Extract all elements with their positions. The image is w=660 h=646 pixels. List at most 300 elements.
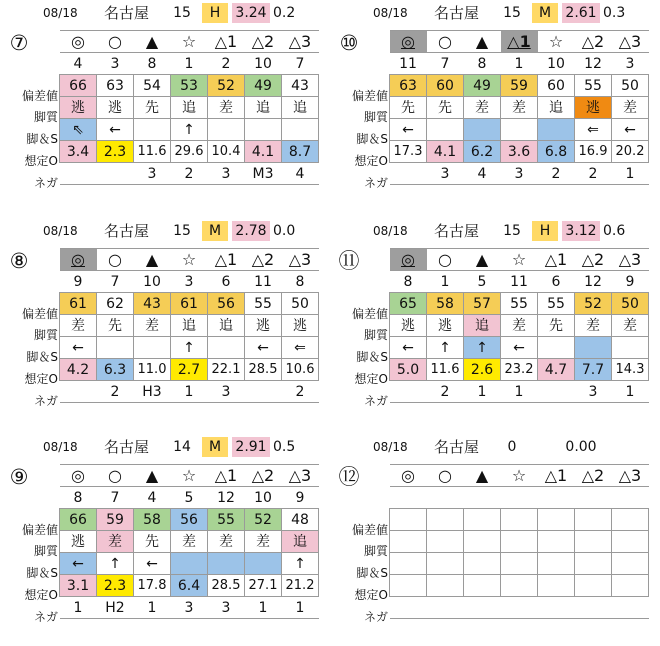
running-style-cell: 差 [464,97,501,119]
leg-speed-cell: ↑ [171,337,208,359]
mark-cell: ○ [427,465,464,487]
row-label: 脚質 [33,328,58,342]
negative-cell: H3 [134,381,171,403]
mark-cell: △1 [538,249,575,271]
running-style-cell: 差 [245,531,282,553]
mark-cell: ☆ [171,249,208,271]
mark-cell: △1 [501,31,538,53]
mark-cell: △2 [575,249,612,271]
race-number: ⑨ [9,465,29,489]
negative-cell: 2 [171,163,208,185]
track-condition-badge: M [202,221,228,241]
horse-number-cell: 9 [60,271,97,293]
expected-odds-cell: 2.7 [171,359,208,381]
race-panel [0,0,330,212]
horse-number-cell: 1 [501,53,538,75]
leg-speed-cell: ← [390,119,427,141]
running-style-cell: 先 [97,315,134,337]
deviation-cell [390,509,427,531]
row-label: 脚＆S [26,566,58,580]
nega-row [60,163,319,185]
nega-row [390,381,649,403]
running-style-cell: 差 [134,315,171,337]
row-label: 脚＆S [356,566,388,580]
deviation-cell: 50 [612,75,649,97]
row-label: 想定O [24,588,58,602]
deviation-cell [575,509,612,531]
negative-cell [538,381,575,403]
deviation-cell: 49 [464,75,501,97]
leg-speed-cell [245,553,282,575]
race-header [0,0,330,24]
horse-number-cell: 10 [245,53,282,75]
expected-odds-cell: 5.0 [390,359,427,381]
expected-odds-cell: 11.0 [134,359,171,381]
mark-cell: ○ [427,249,464,271]
horse-number-cell: 12 [575,53,612,75]
row-label: ネガ [33,176,58,190]
deviation-cell [612,509,649,531]
deviation-cell: 52 [575,293,612,315]
index-value-badge: 3.24 [232,3,270,23]
horse-number-cell: 8 [282,271,319,293]
leg-speed-cell [501,553,538,575]
deviation-cell: 62 [97,293,134,315]
horse-number-cell [464,487,501,509]
leg-speed-cell [427,119,464,141]
leg-row [60,553,319,575]
horse-number-cell: 2 [208,53,245,75]
horse-number-cell: 9 [282,487,319,509]
leg-speed-cell [208,553,245,575]
race-venue: 名古屋 [434,438,480,456]
nega-row [60,381,319,403]
expected-odds-cell: 10.6 [282,359,319,381]
mark-cell: △3 [282,249,319,271]
expected-odds-cell: 20.2 [612,141,649,163]
deviation-cell: 56 [171,509,208,531]
running-style-cell: 逃 [427,315,464,337]
expected-odds-cell: 27.1 [245,575,282,597]
running-style-cell: 差 [612,315,649,337]
row-label: 偏差値 [351,89,388,103]
deviation-cell: 57 [464,293,501,315]
leg-speed-cell [134,337,171,359]
negative-cell: 1 [612,163,649,185]
negative-cell: 3 [171,597,208,619]
horse-number-cell [501,487,538,509]
expected-odds-cell: 4.1 [245,141,282,163]
mark-cell: ☆ [501,465,538,487]
running-style-cell: 先 [427,97,464,119]
track-condition-badge: H [532,221,558,241]
race-header [330,0,660,24]
expected-odds-cell: 23.2 [501,359,538,381]
running-style-cell: 差 [208,97,245,119]
expected-odds-cell: 6.3 [97,359,134,381]
row-label: 脚質 [33,110,58,124]
leg-speed-cell [427,553,464,575]
row-label: 脚質 [363,110,388,124]
row-label: 脚＆S [26,132,58,146]
deviation-cell: 50 [612,293,649,315]
race-date: 08/18 [43,440,78,454]
leg-speed-cell: ⇐ [575,119,612,141]
expected-odds-cell: 4.7 [538,359,575,381]
mark-cell: ◎ [60,249,97,271]
prediction-grid [389,30,649,185]
nega-row [390,163,649,185]
horse-number-cell: 4 [134,487,171,509]
negative-cell: M3 [245,163,282,185]
deviation-cell: 56 [208,293,245,315]
running-style-cell [575,531,612,553]
runner-count: 15 [503,223,521,239]
style-row [390,97,649,119]
deviation-cell: 59 [97,509,134,531]
running-style-cell: 先 [390,97,427,119]
deviation-cell: 59 [501,75,538,97]
deviation-cell: 43 [282,75,319,97]
deviation-cell: 55 [245,293,282,315]
prediction-grid [59,30,319,185]
leg-row [390,337,649,359]
expected-odds-cell [464,575,501,597]
mark-cell: △2 [245,31,282,53]
track-condition-badge: M [202,437,228,457]
expected-odds-cell: 11.6 [427,359,464,381]
horses-row [60,487,319,509]
leg-speed-cell: ↑ [282,553,319,575]
expected-odds-cell [538,575,575,597]
expected-odds-cell: 21.2 [282,575,319,597]
deviation-cell: 49 [245,75,282,97]
running-style-cell: 差 [208,531,245,553]
running-style-cell: 差 [575,315,612,337]
track-condition-badge: H [202,3,228,23]
negative-cell: 1 [60,597,97,619]
runner-count: 15 [503,5,521,21]
index-value-badge: 2.91 [232,437,270,457]
expected-odds-cell: 3.1 [60,575,97,597]
horses-row [390,487,649,509]
horse-number-cell: 11 [245,271,282,293]
mark-cell: △3 [612,31,649,53]
negative-cell: 3 [575,381,612,403]
leg-speed-cell [134,119,171,141]
deviation-cell: 52 [208,75,245,97]
leg-speed-cell [282,119,319,141]
mark-cell: ▲ [134,31,171,53]
horse-number-cell: 10 [245,487,282,509]
row-label: 想定O [24,372,58,386]
mark-cell: ○ [427,31,464,53]
horse-number-cell: 10 [134,271,171,293]
expected-odds-cell: 7.7 [575,359,612,381]
leg-speed-cell: ⇖ [60,119,97,141]
race-panel [0,218,330,430]
horses-row [60,53,319,75]
mark-cell: ☆ [171,465,208,487]
expected-odds-cell: 4.2 [60,359,97,381]
running-style-cell: 逃 [390,315,427,337]
marks-row [60,249,319,271]
leg-speed-cell: ← [134,553,171,575]
running-style-cell: 差 [612,97,649,119]
running-style-cell: 追 [282,531,319,553]
running-style-cell: 差 [171,531,208,553]
index-value-badge: 2.61 [562,3,600,23]
mark-cell: ◎ [390,465,427,487]
expected-odds-cell: 11.6 [134,141,171,163]
leg-speed-cell [390,553,427,575]
horse-number-cell: 8 [60,487,97,509]
dev-row [390,75,649,97]
dev-row [60,75,319,97]
deviation-cell: 60 [538,75,575,97]
deviation-cell: 63 [390,75,427,97]
leg-speed-cell [612,553,649,575]
race-header [330,218,660,242]
index-diff-value: 0.3 [603,5,626,21]
race-date: 08/18 [373,224,408,238]
negative-cell: 1 [464,381,501,403]
negative-cell [60,381,97,403]
mark-cell: △2 [245,465,282,487]
row-label: 想定O [354,588,388,602]
odds-row [60,359,319,381]
horse-number-cell [612,487,649,509]
deviation-cell: 58 [134,509,171,531]
negative-cell: 1 [282,597,319,619]
race-number: ⑧ [9,249,29,273]
mark-cell: △2 [575,31,612,53]
row-label: 偏差値 [21,523,58,537]
horse-number-cell [427,487,464,509]
runner-count: 15 [173,223,191,239]
horse-number-cell: 1 [171,53,208,75]
deviation-cell: 53 [171,75,208,97]
horse-number-cell: 7 [427,53,464,75]
nega-row [390,597,649,619]
marks-row [390,31,649,53]
leg-speed-cell [208,337,245,359]
running-style-cell: 先 [134,531,171,553]
horse-number-cell: 7 [97,271,134,293]
race-number: ⑦ [9,31,29,55]
running-style-cell: 逃 [60,97,97,119]
deviation-cell: 48 [282,509,319,531]
marks-row [60,465,319,487]
horse-number-cell [575,487,612,509]
leg-speed-cell [501,119,538,141]
expected-odds-cell [427,575,464,597]
row-label: ネガ [33,610,58,624]
mark-cell: △3 [612,249,649,271]
deviation-cell: 50 [282,293,319,315]
expected-odds-cell: 6.2 [464,141,501,163]
running-style-cell: 追 [282,97,319,119]
negative-cell [427,597,464,619]
leg-row [390,119,649,141]
index-value-badge: 0.00 [562,437,600,457]
mark-cell: ○ [97,249,134,271]
leg-speed-cell: ← [60,337,97,359]
race-date: 08/18 [43,224,78,238]
row-label: ネガ [363,610,388,624]
negative-cell: 3 [208,597,245,619]
negative-cell [612,597,649,619]
leg-speed-cell [575,337,612,359]
race-panel [0,434,330,646]
horse-number-cell: 12 [575,271,612,293]
mark-cell: △1 [208,249,245,271]
mark-cell: ○ [97,465,134,487]
mark-cell: △3 [282,31,319,53]
mark-cell: ☆ [538,31,575,53]
runner-count: 14 [173,439,191,455]
index-diff-value: 0.2 [273,5,296,21]
marks-row [390,465,649,487]
horse-number-cell [538,487,575,509]
deviation-cell [501,509,538,531]
race-venue: 名古屋 [104,4,150,22]
running-style-cell [501,531,538,553]
mark-cell: ▲ [134,249,171,271]
leg-speed-cell: ↑ [171,119,208,141]
mark-cell: ☆ [501,249,538,271]
mark-cell: △1 [208,31,245,53]
leg-speed-cell: ← [612,119,649,141]
nega-row [60,597,319,619]
negative-cell [390,597,427,619]
style-row [60,531,319,553]
race-number: ⑪ [338,249,360,273]
negative-cell: 3 [427,163,464,185]
mark-cell: ☆ [171,31,208,53]
running-style-cell [464,531,501,553]
expected-odds-cell: 8.7 [282,141,319,163]
race-date: 08/18 [373,6,408,20]
expected-odds-cell: 28.5 [245,359,282,381]
horse-number-cell: 1 [427,271,464,293]
dev-row [60,293,319,315]
expected-odds-cell: 3.4 [60,141,97,163]
negative-cell [501,597,538,619]
horse-number-cell: 8 [134,53,171,75]
negative-cell [60,163,97,185]
negative-cell: 3 [208,163,245,185]
mark-cell: ▲ [134,465,171,487]
negative-cell: 4 [464,163,501,185]
negative-cell [575,597,612,619]
race-panel [330,218,660,430]
index-diff-value: 0.6 [603,223,626,239]
odds-row [390,575,649,597]
odds-row [60,575,319,597]
running-style-cell: 追 [464,315,501,337]
expected-odds-cell: 22.1 [208,359,245,381]
deviation-cell: 58 [427,293,464,315]
negative-cell [390,163,427,185]
prediction-grid [59,248,319,403]
leg-speed-cell [171,553,208,575]
index-diff-value: 0.0 [273,223,296,239]
index-diff-value: 0.5 [273,439,296,455]
expected-odds-cell [575,575,612,597]
running-style-cell: 先 [538,315,575,337]
deviation-cell: 61 [60,293,97,315]
race-venue: 名古屋 [434,222,480,240]
expected-odds-cell: 16.9 [575,141,612,163]
mark-cell: △2 [245,249,282,271]
running-style-cell: 逃 [60,531,97,553]
horse-number-cell: 6 [538,271,575,293]
expected-odds-cell: 2.3 [97,141,134,163]
negative-cell [390,381,427,403]
horse-number-cell: 8 [390,271,427,293]
negative-cell: 1 [501,381,538,403]
marks-row [390,249,649,271]
race-venue: 名古屋 [104,438,150,456]
leg-speed-cell: ⇐ [282,337,319,359]
deviation-cell: 66 [60,509,97,531]
race-panel [330,434,660,646]
leg-speed-cell: ↑ [97,553,134,575]
leg-row [60,337,319,359]
race-header [0,434,330,458]
expected-odds-cell [612,575,649,597]
deviation-cell [427,509,464,531]
mark-cell: ▲ [464,31,501,53]
running-style-cell [427,531,464,553]
row-label: 脚質 [363,328,388,342]
horse-number-cell: 11 [390,53,427,75]
negative-cell: 2 [97,381,134,403]
leg-speed-cell [97,337,134,359]
expected-odds-cell: 4.1 [427,141,464,163]
expected-odds-cell: 2.6 [464,359,501,381]
expected-odds-cell [501,575,538,597]
deviation-cell [538,509,575,531]
negative-cell: 4 [282,163,319,185]
race-panel [330,0,660,212]
style-row [390,315,649,337]
row-label: 想定O [354,154,388,168]
deviation-cell: 63 [97,75,134,97]
expected-odds-cell: 6.4 [171,575,208,597]
horses-row [390,271,649,293]
deviation-cell: 61 [171,293,208,315]
horse-number-cell: 12 [208,487,245,509]
row-label: 偏差値 [351,523,388,537]
deviation-cell: 55 [575,75,612,97]
deviation-cell: 54 [134,75,171,97]
row-label: 想定O [24,154,58,168]
leg-speed-cell: ↑ [427,337,464,359]
running-style-cell: 差 [60,315,97,337]
marks-row [60,31,319,53]
expected-odds-cell: 14.3 [612,359,649,381]
mark-cell: ▲ [464,249,501,271]
negative-cell: 3 [208,381,245,403]
dev-row [390,509,649,531]
running-style-cell: 逃 [97,97,134,119]
negative-cell: 2 [282,381,319,403]
negative-cell [245,381,282,403]
negative-cell [464,597,501,619]
row-label: 脚＆S [356,350,388,364]
